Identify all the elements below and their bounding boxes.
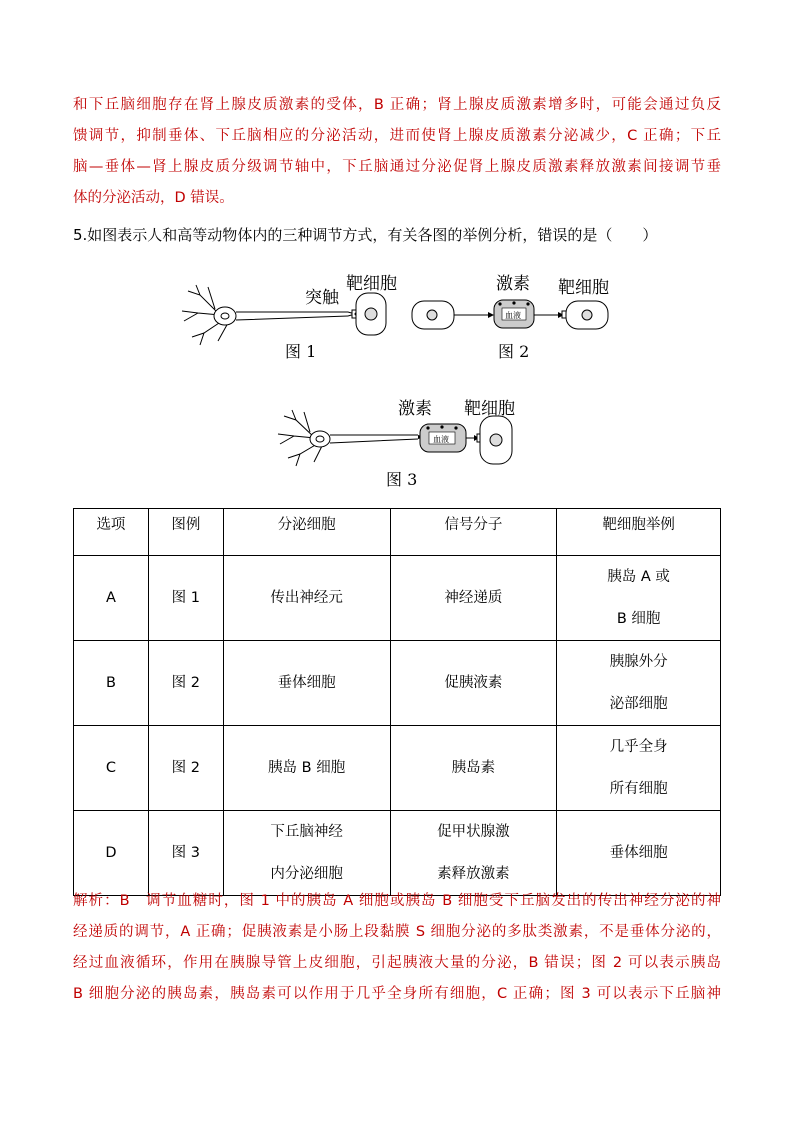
hormone-label-2: 激素	[496, 274, 530, 294]
cell-signal: 促甲状腺激 素释放激素	[390, 811, 557, 896]
cell-signal: 神经递质	[390, 556, 557, 641]
table-row	[74, 811, 721, 896]
table-row	[74, 726, 721, 811]
answer-explanation-top	[73, 90, 721, 214]
header-option: 选项	[74, 509, 149, 556]
text-line: 经递质的调节，A 正确；促胰液素是小肠上段黏膜 S 细胞分泌的多肽类激素，不是垂体分泌的，	[73, 924, 721, 940]
header-signal-molecule: 信号分子	[390, 509, 557, 556]
figure-2-caption: 图 2	[498, 342, 530, 361]
cell-secretory: 下丘脑神经 内分泌细胞	[223, 811, 390, 896]
question-5: 5.如图表示人和高等动物体内的三种调节方式，有关各图的举例分析，错误的是（ ）	[73, 226, 658, 244]
figure-3-caption: 图 3	[386, 470, 418, 489]
text-line: 经过血液循环，作用在胰腺导管上皮细胞，引起胰液大量的分泌，B 错误；图 2 可以表示胰岛	[73, 955, 721, 971]
neuron-3	[278, 410, 418, 466]
cell-figure: 图 2	[148, 726, 223, 811]
header-figure: 图例	[148, 509, 223, 556]
figure-1-caption: 图 1	[285, 342, 317, 361]
table-header-row	[74, 509, 721, 556]
cell-signal: 胰岛素	[390, 726, 557, 811]
target-label-1: 靶细胞	[346, 274, 397, 294]
header-secretory-cell: 分泌细胞	[223, 509, 390, 556]
cell-option: B	[74, 641, 149, 726]
figure-3	[270, 392, 540, 492]
cell-secretory: 垂体细胞	[223, 641, 390, 726]
cell-option: A	[74, 556, 149, 641]
cell-option: C	[74, 726, 149, 811]
cell-figure: 图 1	[148, 556, 223, 641]
hormone-label-3: 激素	[398, 399, 432, 419]
target-label-3: 靶细胞	[464, 399, 515, 419]
cell-figure: 图 3	[148, 811, 223, 896]
table-row	[74, 641, 721, 726]
options-table	[73, 508, 721, 896]
target-label-2: 靶细胞	[558, 278, 609, 298]
cell-secretory: 传出神经元	[223, 556, 390, 641]
cell-target: 几乎全身 所有细胞	[557, 726, 721, 811]
cell-secretory: 胰岛 B 细胞	[223, 726, 390, 811]
figure-1-2	[170, 265, 630, 365]
text-line: 体的分泌活动，D 错误。	[73, 190, 234, 206]
blood-label-3: 血液	[433, 435, 449, 444]
table-row	[74, 556, 721, 641]
text-line: 馈调节，抑制垂体、下丘脑相应的分泌活动，进而使肾上腺皮质激素分泌减少，C 正确；下丘	[73, 128, 721, 144]
analysis-paragraph	[73, 886, 721, 1010]
cell-target: 胰腺外分 泌部细胞	[557, 641, 721, 726]
blood-label-2: 血液	[505, 311, 521, 320]
cell-signal: 促胰液素	[390, 641, 557, 726]
cell-target: 垂体细胞	[557, 811, 721, 896]
text-line: 解析：B 调节血糖时，图 1 中的胰岛 A 细胞或胰岛 B 细胞受下丘脑发出的传出神经分泌的神	[73, 893, 721, 909]
cell-option: D	[74, 811, 149, 896]
text-line: B 细胞分泌的胰岛素，胰岛素可以作用于几乎全身所有细胞，C 正确；图 3 可以表示下丘脑神	[73, 986, 721, 1002]
text-line: 和下丘脑细胞存在肾上腺皮质激素的受体，B 正确；肾上腺皮质激素增多时，可能会通过负反	[73, 97, 721, 113]
header-target-cell: 靶细胞举例	[557, 509, 721, 556]
synapse-label: 突触	[305, 288, 339, 308]
cell-figure: 图 2	[148, 641, 223, 726]
text-line: 脑—垂体—肾上腺皮质分级调节轴中，下丘脑通过分泌促肾上腺皮质激素释放激素间接调节垂	[73, 159, 721, 175]
cell-target: 胰岛 A 或 B 细胞	[557, 556, 721, 641]
